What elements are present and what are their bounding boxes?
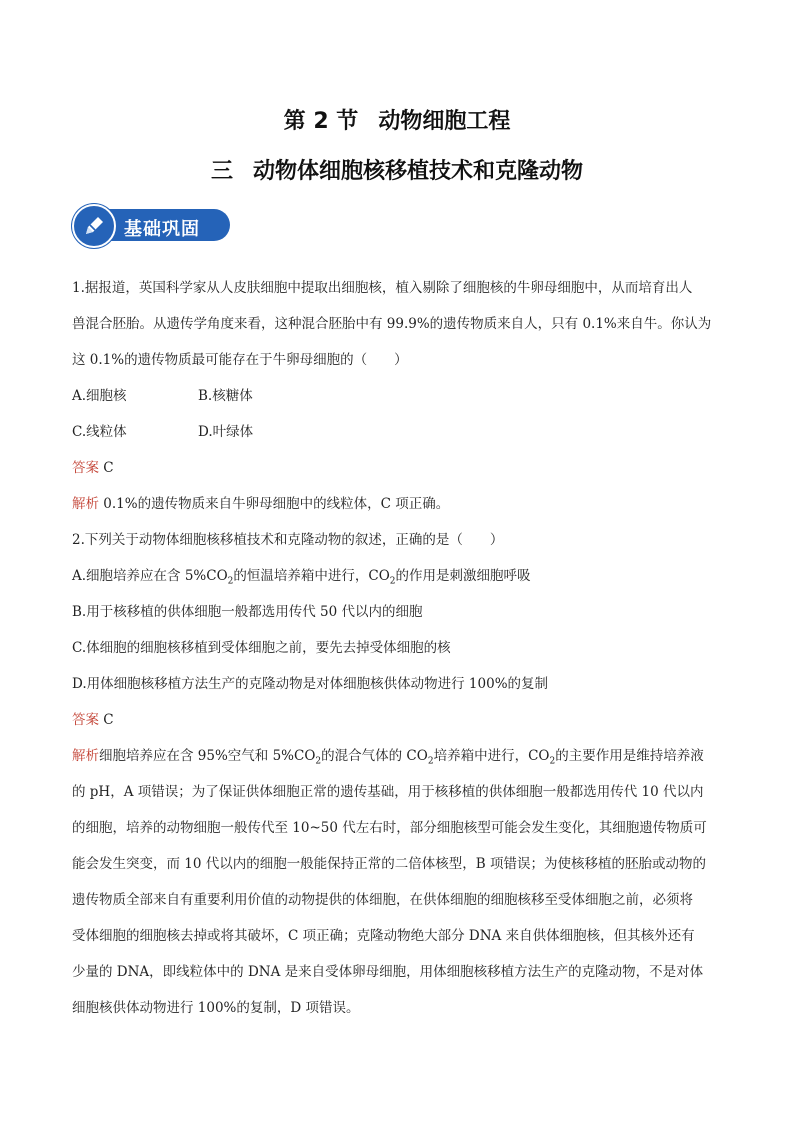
analysis-label: 解析 <box>72 748 99 764</box>
question-stem-line: 兽混合胚胎。从遗传学角度来看，这种混合胚胎中有 99.9%的遗传物质来自人，只有 0.1%来自牛。你认为 <box>72 316 712 332</box>
pencil-icon <box>80 212 108 240</box>
exercise-content <box>72 270 724 1026</box>
analysis-line: 解析细胞培养应在含 95%空气和 $5\%CO_2$的混合气体的 $CO_2$培养箱中进行，$CO_2$的主要作用是维持培养液 <box>72 748 704 767</box>
option-a: A.细胞培养应在含 $5\%CO_2$的恒温培养箱中进行，$CO_2$的作用是刺激细胞呼吸 <box>72 568 531 587</box>
answer-value: C <box>99 712 114 728</box>
subsection-number: 三 <box>210 159 233 184</box>
subsection-name: 动物体细胞核移植技术和克隆动物 <box>253 159 584 184</box>
section-number: 第 2 节 <box>283 109 359 134</box>
answer-line <box>72 450 724 486</box>
option-c: C.线粒体 <box>72 424 127 440</box>
analysis-text: 的 pH，A 项错误；为了保证供体细胞正常的遗传基础，用于核移植的供体细胞一般都选用传代 10 代以内 <box>72 784 704 800</box>
analysis-text: 遗传物质全部来自有重要利用价值的动物提供的体细胞，在供体细胞的细胞核移至受体细胞之前，必须将 <box>72 892 693 908</box>
option-c: C.体细胞的细胞核移植到受体细胞之前，要先去掉受体细胞的核 <box>72 640 451 656</box>
question-stem-line: 2.下列关于动物体细胞核移植技术和克隆动物的叙述，正确的是（ ） <box>72 532 504 548</box>
banner-label: 基础巩固 <box>124 219 200 240</box>
analysis-text: 的细胞，培养的动物细胞一般传代至 10~50 代左右时，部分细胞核型可能会发生变化，其细胞遗传物质可 <box>72 820 707 836</box>
option-b: B.核糖体 <box>198 388 253 404</box>
answer-label: 答案 <box>72 460 99 476</box>
analysis-text: 受体细胞的细胞核去掉或将其破坏，C 项正确；克隆动物绝大部分 DNA 来自供体细胞核，但其核外还有 <box>72 928 695 944</box>
answer-value: C <box>99 460 114 476</box>
analysis-label: 解析 <box>72 496 99 512</box>
option-d: D.叶绿体 <box>198 424 254 440</box>
subsection-title <box>0 154 794 185</box>
question-1 <box>72 270 724 522</box>
options-row <box>72 414 724 450</box>
option-d: D.用体细胞核移植方法生产的克隆动物是对体细胞核供体动物进行 100%的复制 <box>72 676 549 692</box>
options-row <box>72 378 724 414</box>
basic-consolidation-banner <box>72 204 230 246</box>
question-2 <box>72 522 724 1026</box>
question-stem-line: 这 0.1%的遗传物质最可能存在于牛卵母细胞的（ ） <box>72 352 408 368</box>
analysis-text: 0.1%的遗传物质来自牛卵母细胞中的线粒体，C 项正确。 <box>99 496 450 512</box>
answer-line <box>72 702 724 738</box>
section-name: 动物细胞工程 <box>378 109 511 134</box>
analysis-text: 少量的 DNA，即线粒体中的 DNA 是来自受体卵母细胞，用体细胞核移植方法生产的克隆动物，不是对体 <box>72 964 704 980</box>
answer-label: 答案 <box>72 712 99 728</box>
section-title <box>0 104 794 135</box>
option-a: A.细胞核 <box>72 388 127 404</box>
question-stem-line: 1.据报道，英国科学家从人皮肤细胞中提取出细胞核，植入剔除了细胞核的牛卵母细胞中，从而培育出人 <box>72 280 693 296</box>
option-b: B.用于核移植的供体细胞一般都选用传代 50 代以内的细胞 <box>72 604 423 620</box>
analysis-text: 细胞核供体动物进行 100%的复制，D 项错误。 <box>72 1000 360 1016</box>
analysis-line <box>72 486 724 522</box>
banner-icon-badge <box>72 204 116 248</box>
analysis-text: 能会发生突变，而 10 代以内的细胞一般能保持正常的二倍体核型，B 项错误；为使核移植的胚胎或动物的 <box>72 856 706 872</box>
